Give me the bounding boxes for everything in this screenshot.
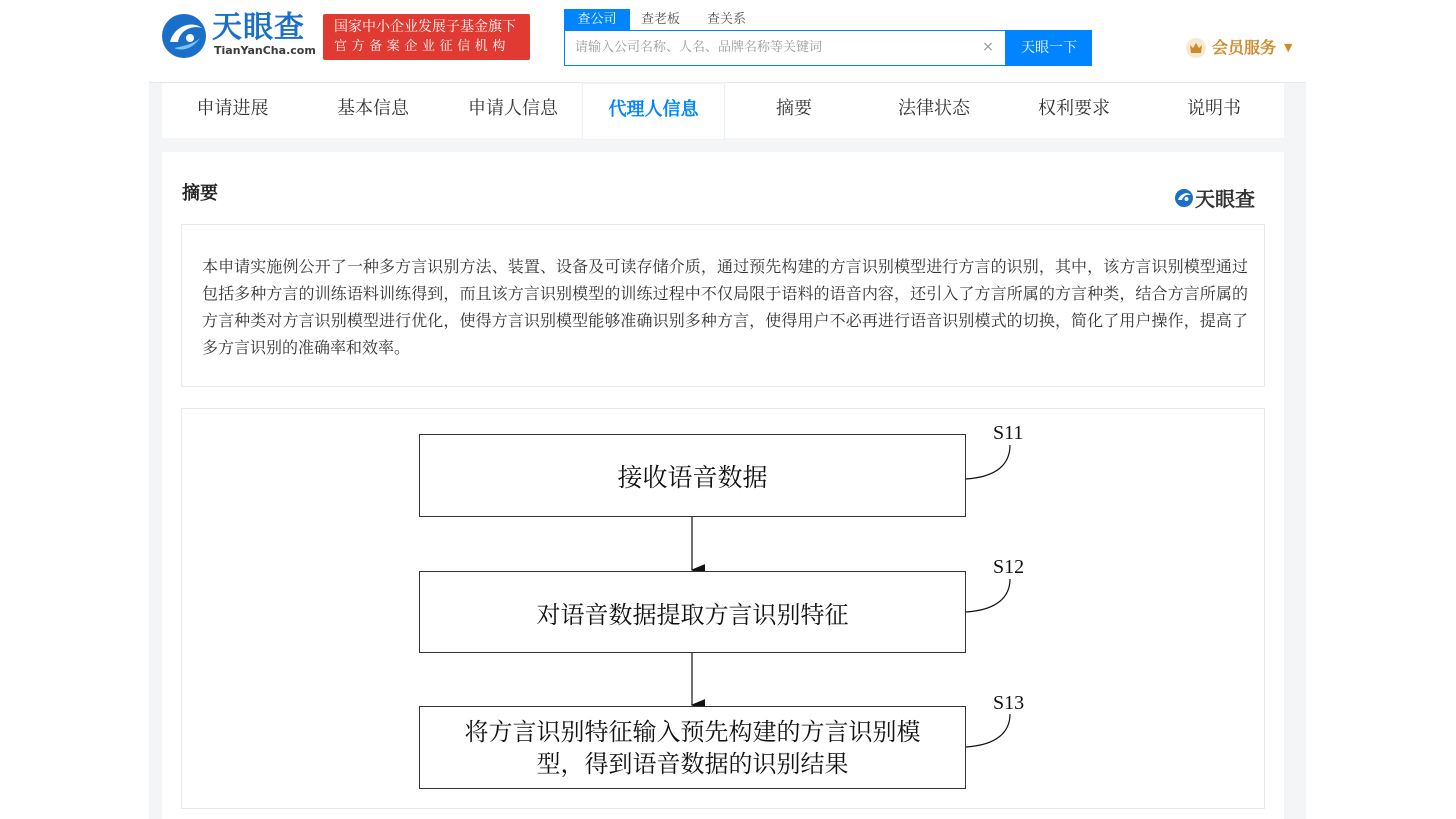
watermark-logo bbox=[1174, 183, 1255, 211]
chevron-down-icon: ▼ bbox=[1284, 40, 1293, 54]
flow-step-box bbox=[419, 706, 966, 789]
abstract-box bbox=[181, 224, 1265, 387]
flow-step-text-line2: 型，得到语音数据的识别结果 bbox=[536, 749, 849, 778]
search-input[interactable] bbox=[564, 30, 1006, 66]
step-label: S11 bbox=[993, 422, 1024, 444]
search-tab-boss[interactable]: 查老板 bbox=[641, 12, 681, 27]
search-tab-company[interactable]: 查公司 bbox=[564, 9, 630, 30]
leader-line-s11 bbox=[966, 445, 1010, 479]
tab-agent-info[interactable]: 代理人信息 bbox=[583, 83, 724, 139]
tianyancha-watermark-icon bbox=[1174, 188, 1194, 208]
flow-step-text: 接收语音数据 bbox=[617, 462, 768, 492]
official-badge bbox=[323, 14, 530, 60]
leader-line-s12 bbox=[966, 579, 1010, 612]
detail-tab-bar bbox=[162, 83, 1284, 138]
flow-step-text-line1: 将方言识别特征输入预先构建的方言识别模 bbox=[464, 717, 921, 746]
flow-step-box bbox=[419, 434, 966, 517]
badge-line-1: 国家中小企业发展子基金旗下 bbox=[334, 19, 516, 35]
tab-application-progress[interactable]: 申请进展 bbox=[196, 98, 269, 119]
flow-step-box bbox=[419, 571, 966, 653]
tab-claims[interactable]: 权利要求 bbox=[1038, 98, 1110, 119]
abstract-text: 本申请实施例公开了一种多方言识别方法、装置、设备及可读存储介质，通过预先构建的方言识别模型进行方言的识别，其中，该方言识别模型通过包括多种方言的训练语料训练得到，而且该方言识别模型的训练过程中不仅局限于语料的语音内容，还引入了方言所属的方言种类，结合方言所属的方言种类对方言识别模型进行优化，使得方言识别模型能够准确识别多种方言，使得用户不必再进行语音识别模式的切换，简化了用户操作，提高了多方言识别的准确率和效率。 bbox=[202, 257, 1248, 357]
step-label: S12 bbox=[993, 556, 1025, 578]
search-tab-relation[interactable]: 查关系 bbox=[707, 12, 747, 27]
logo-domain-text: TianYanCha.com bbox=[214, 44, 316, 57]
member-service-menu[interactable] bbox=[1186, 36, 1292, 60]
crown-icon bbox=[1186, 38, 1206, 58]
clear-icon[interactable]: × bbox=[982, 39, 994, 55]
tab-legal-status[interactable]: 法律状态 bbox=[898, 98, 970, 119]
tab-description[interactable]: 说明书 bbox=[1187, 98, 1241, 119]
tab-abstract[interactable]: 摘要 bbox=[776, 98, 812, 119]
member-label: 会员服务 bbox=[1212, 38, 1277, 57]
search-button[interactable]: 天眼一下 bbox=[1006, 30, 1092, 66]
tianyancha-logo-icon[interactable] bbox=[160, 12, 208, 60]
tab-basic-info[interactable]: 基本信息 bbox=[337, 98, 409, 119]
logo-text[interactable]: 天眼查 bbox=[212, 10, 305, 45]
watermark-text: 天眼查 bbox=[1195, 187, 1255, 211]
step-label: S13 bbox=[993, 692, 1025, 714]
section-title: 摘要 bbox=[182, 183, 218, 204]
leader-line-s13 bbox=[966, 714, 1010, 747]
flow-step-text: 对语音数据提取方言识别特征 bbox=[536, 600, 849, 629]
patent-figure bbox=[181, 408, 1265, 809]
tab-applicant-info[interactable]: 申请人信息 bbox=[468, 98, 558, 119]
search-placeholder: 请输入公司名称、人名、品牌名称等关键词 bbox=[575, 40, 823, 55]
badge-line-2: 官方备案企业征信机构 bbox=[334, 39, 511, 54]
